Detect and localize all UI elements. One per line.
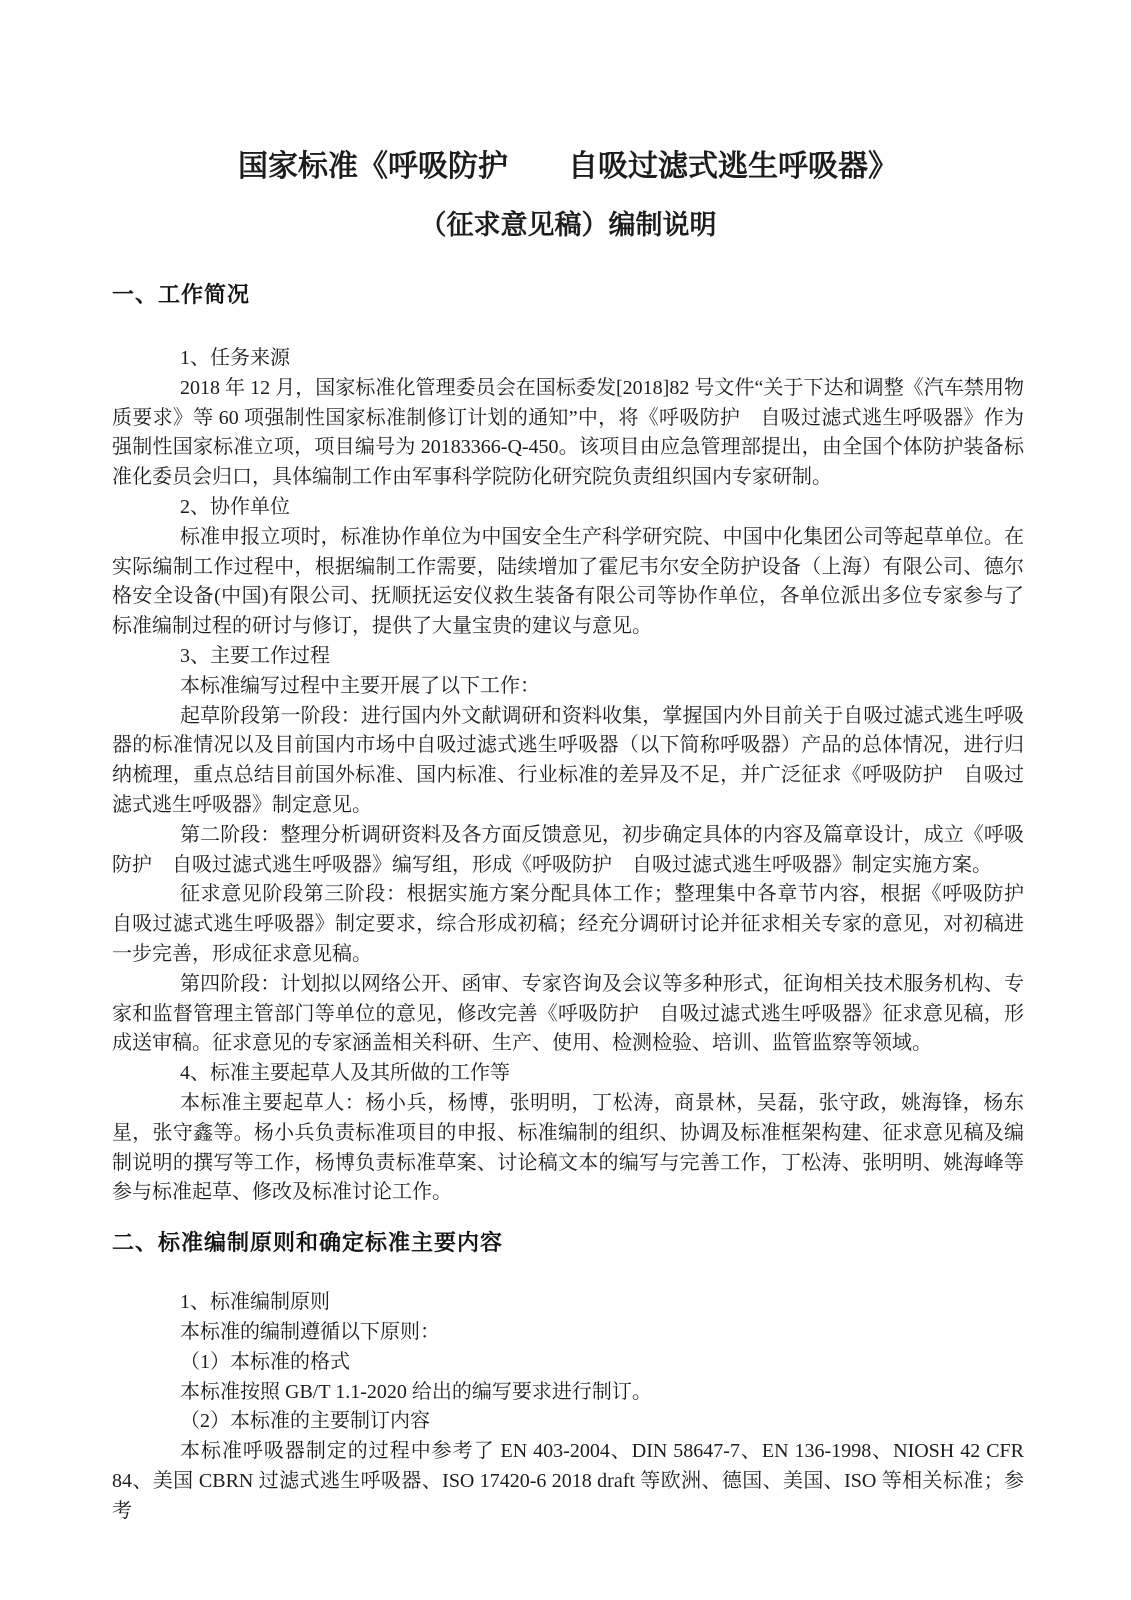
subheading-task-source: 1、任务来源	[180, 347, 290, 369]
section-1-content	[112, 344, 1044, 1208]
subheading-main-content: （2）本标准的主要制订内容	[180, 1410, 430, 1433]
subheading-work-process: 3、主要工作过程	[180, 644, 330, 667]
paragraph-task-source: 2018 年 12 月，国家标准化管理委员会在国标委发[2018]82 号文件“关于下达和调整《汽车禁用物质要求》等 60 项强制性国家标准制修订计划的通知”中，将《呼吸防护 自吸过滤式逃生呼吸器》作为强制性国家标准立项，项目编号为 20183366-Q-450。该项目由应急管理部提出，由全国个体防护装备标准化委员会归口，具体编制工作由军事科学院防化研究院负责组织国内专家研制。	[112, 376, 1024, 489]
document-title-line2: （征求意见稿）编制说明	[419, 210, 717, 240]
paragraph-standard-format: 本标准按照 GB/T 1.1-2020 给出的编写要求进行制订。	[180, 1380, 652, 1403]
paragraph-principles-intro: 本标准的编制遵循以下原则：	[180, 1320, 440, 1343]
subheading-drafting-principles: 1、标准编制原则	[180, 1291, 330, 1314]
section-1-heading: 一、工作简况	[112, 282, 251, 307]
paragraph-stage-three: 征求意见阶段第三阶段：根据实施方案分配具体工作；整理集中各章节内容，根据《呼吸防护 自吸过滤式逃生呼吸器》制定要求，综合形成初稿；经充分调研讨论并征求相关专家的意见，对初稿进一步完善，形成征求意见稿。	[112, 883, 1044, 965]
paragraph-stage-one: 起草阶段第一阶段：进行国内外文献调研和资料收集，掌握国内外目前关于自吸过滤式逃生呼吸器的标准情况以及目前国内市场中自吸过滤式逃生呼吸器（以下简称呼吸器）产品的总体情况，进行归纳梳理，重点总结目前国外标准、国内标准、行业标准的差异及不足，并广泛征求《呼吸防护 自吸过滤式逃生呼吸器》制定意见。	[112, 704, 1024, 816]
paragraph-drafters: 本标准主要起草人：杨小兵，杨博，张明明，丁松涛，商景林，吴磊，张守政，姚海锋，杨东星，张守鑫等。杨小兵负责标准项目的申报、标准编制的组织、协调及标准框架构建、征求意见稿及编制说明的撰写等工作，杨博负责标准草案、讨论稿文本的编写与完善工作，丁松涛、张明明、姚海峰等参与标准起草、修改及标准讨论工作。	[112, 1091, 1024, 1204]
subheading-standard-format: （1）本标准的格式	[180, 1350, 350, 1373]
section-2-content	[112, 1288, 1024, 1526]
paragraph-stage-four: 第四阶段：计划拟以网络公开、函审、专家咨询及会议等多种形式，征询相关技术服务机构、专家和监督管理主管部门等单位的意见，修改完善《呼吸防护 自吸过滤式逃生呼吸器》征求意见稿，形成送审稿。征求意见的专家涵盖相关科研、生产、使用、检测检验、培训、监管监察等领域。	[112, 972, 1024, 1055]
paragraph-cooperating-units: 标准申报立项时，标准协作单位为中国安全生产科学研究院、中国中化集团公司等起草单位。在实际编制工作过程中，根据编制工作需要，陆续增加了霍尼韦尔安全防护设备（上海）有限公司、德尔格安全设备(中国)有限公司、抚顺抚运安仪救生装备有限公司等协作单位，各单位派出多位专家参与了标准编制过程的研讨与修订，提供了大量宝贵的建议与意见。	[112, 525, 1024, 638]
document-title-line1: 国家标准《呼吸防护 自吸过滤式逃生呼吸器》	[238, 150, 898, 183]
paragraph-stage-two: 第二阶段：整理分析调研资料及各方面反馈意见，初步确定具体的内容及篇章设计，成立《呼吸防护 自吸过滤式逃生呼吸器》编写组，形成《呼吸防护 自吸过滤式逃生呼吸器》制定实施方案。	[112, 823, 1024, 876]
subheading-drafters: 4、标准主要起草人及其所做的工作等	[180, 1062, 510, 1085]
paragraph-referenced-standards: 本标准呼吸器制定的过程中参考了 EN 403-2004、DIN 58647-7、EN 136-1998、NIOSH 42 CFR 84、美国 CBRN 过滤式逃生呼吸器、ISO 17420-6 2018 draft 等欧洲、德国、美国、ISO 等相关标准；参考	[112, 1440, 1024, 1522]
paragraph-work-process-intro: 本标准编写过程中主要开展了以下工作：	[180, 674, 540, 697]
subheading-cooperating-units: 2、协作单位	[180, 495, 290, 518]
section-2-heading: 二、标准编制原则和确定标准主要内容	[112, 1230, 504, 1256]
